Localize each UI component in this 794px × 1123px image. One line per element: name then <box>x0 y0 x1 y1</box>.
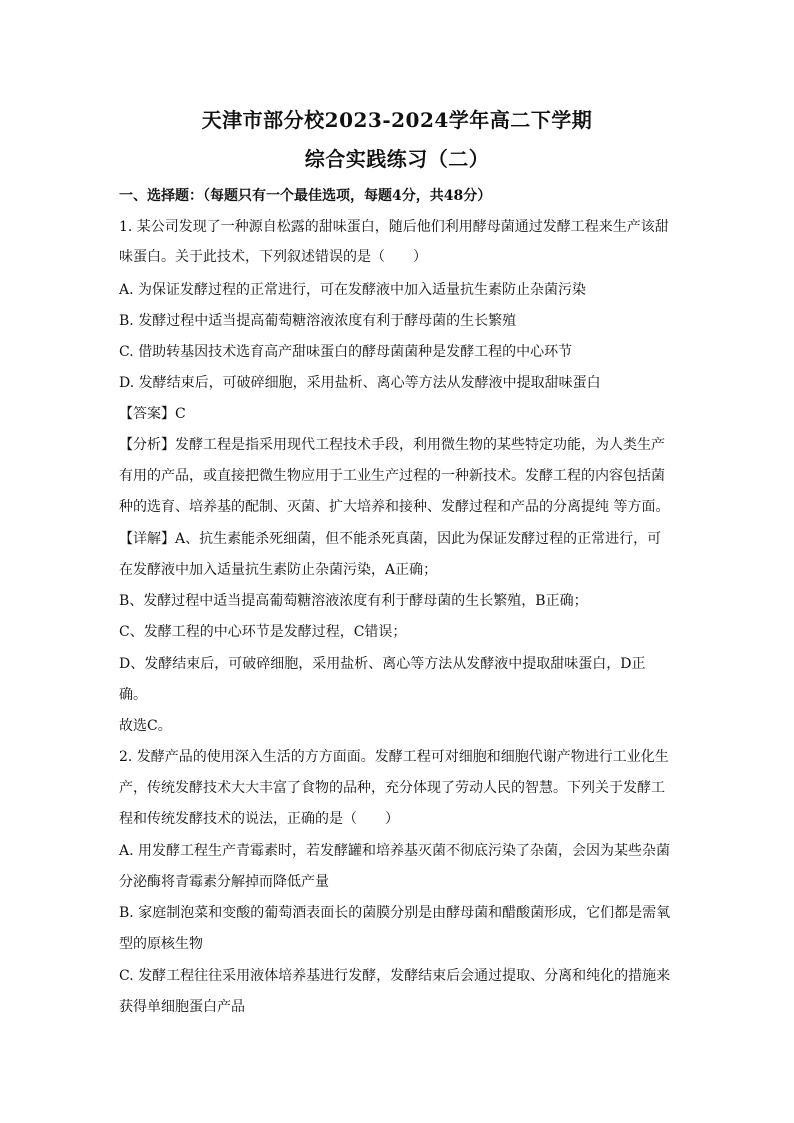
q1-detail-line4: C、发酵工程的中心环节是发酵过程，C错误； <box>119 624 407 640</box>
q1-detail-line2: 在发酵液中加入适量抗生素防止杂菌污染，A正确； <box>119 562 438 578</box>
q1-analysis-line1: 【分析】发酵工程是指采用现代工程技术手段，利用微生物的某些特定功能，为人类生产 <box>119 437 665 453</box>
q2-option-b-line2: 型的原核生物 <box>119 936 203 952</box>
q2-option-b-line1: B. 家庭制泡菜和变酸的葡萄酒表面长的菌膜分别是由酵母菌和醋酸菌形成，它们都是需氧 <box>119 905 671 921</box>
q2-stem-line2: 产，传统发酵技术大大丰富了食物的品种，充分体现了劳动人民的智慧。下列关于发酵工 <box>119 780 665 796</box>
q2-option-c-line2: 获得单细胞蛋白产品 <box>119 999 245 1015</box>
q1-detail-line5: D、发酵结束后，可破碎细胞，采用盐析、离心等方法从发酵液中提取甜味蛋白，D正 <box>119 656 646 672</box>
q1-stem-line1: 1. 某公司发现了一种源自松露的甜味蛋白，随后他们利用酵母菌通过发酵工程来生产该甜 <box>119 219 669 235</box>
q1-detail-line6: 确。 <box>119 687 147 703</box>
q1-stem-line2: 味蛋白。关于此技术，下列叙述错误的是（ ） <box>119 249 427 265</box>
q1-option-a: A. 为保证发酵过程的正常进行，可在发酵液中加入适量抗生素防止杂菌污染 <box>119 282 587 298</box>
q1-analysis-line3: 种的选育、培养基的配制、灭菌、扩大培养和接种、发酵过程和产品的分离提纯 等方面。 <box>119 499 670 515</box>
q1-option-b: B. 发酵过程中适当提高葡萄糖溶液浓度有利于酵母菌的生长繁殖 <box>119 313 517 329</box>
document-title-line1: 天津市部分校2023-2024学年高二下学期 <box>201 108 593 132</box>
q1-option-c: C. 借助转基因技术选育高产甜味蛋白的酵母菌菌种是发酵工程的中心环节 <box>119 344 573 360</box>
section-heading: 一、选择题：（每题只有一个最佳选项，每题4分，共48分） <box>119 188 492 204</box>
q2-option-a-line2: 分泌酶将青霉素分解掉而降低产量 <box>119 874 329 890</box>
q2-stem-line3: 程和传统发酵技术的说法，正确的是（ ） <box>119 811 399 827</box>
q1-conclusion: 故选C。 <box>119 718 172 734</box>
q2-stem-line1: 2. 发酵产品的使用深入生活的方方面面。发酵工程可对细胞和细胞代谢产物进行工业化生 <box>119 749 669 765</box>
q1-detail-line3: B、发酵过程中适当提高葡萄糖溶液浓度有利于酵母菌的生长繁殖，B正确； <box>119 593 588 609</box>
q1-option-d: D. 发酵结束后，可破碎细胞，采用盐析、离心等方法从发酵液中提取甜味蛋白 <box>119 375 601 391</box>
q1-analysis-line2: 有用的产品，或直接把微生物应用于工业生产过程的一种新技术。发酵工程的内容包括菌 <box>119 468 665 484</box>
q2-option-a-line1: A. 用发酵工程生产青霉素时，若发酵罐和培养基灭菌不彻底污染了杂菌，会因为某些杂菌 <box>119 843 671 859</box>
document-title-line2: 综合实践练习（二） <box>304 147 490 171</box>
q2-option-c-line1: C. 发酵工程往往采用液体培养基进行发酵，发酵结束后会通过提取、分离和纯化的措施来 <box>119 968 671 984</box>
q1-detail-line1: 【详解】A、抗生素能杀死细菌，但不能杀死真菌，因此为保证发酵过程的正常进行，可 <box>119 531 662 547</box>
q1-answer: 【答案】C <box>119 406 186 422</box>
